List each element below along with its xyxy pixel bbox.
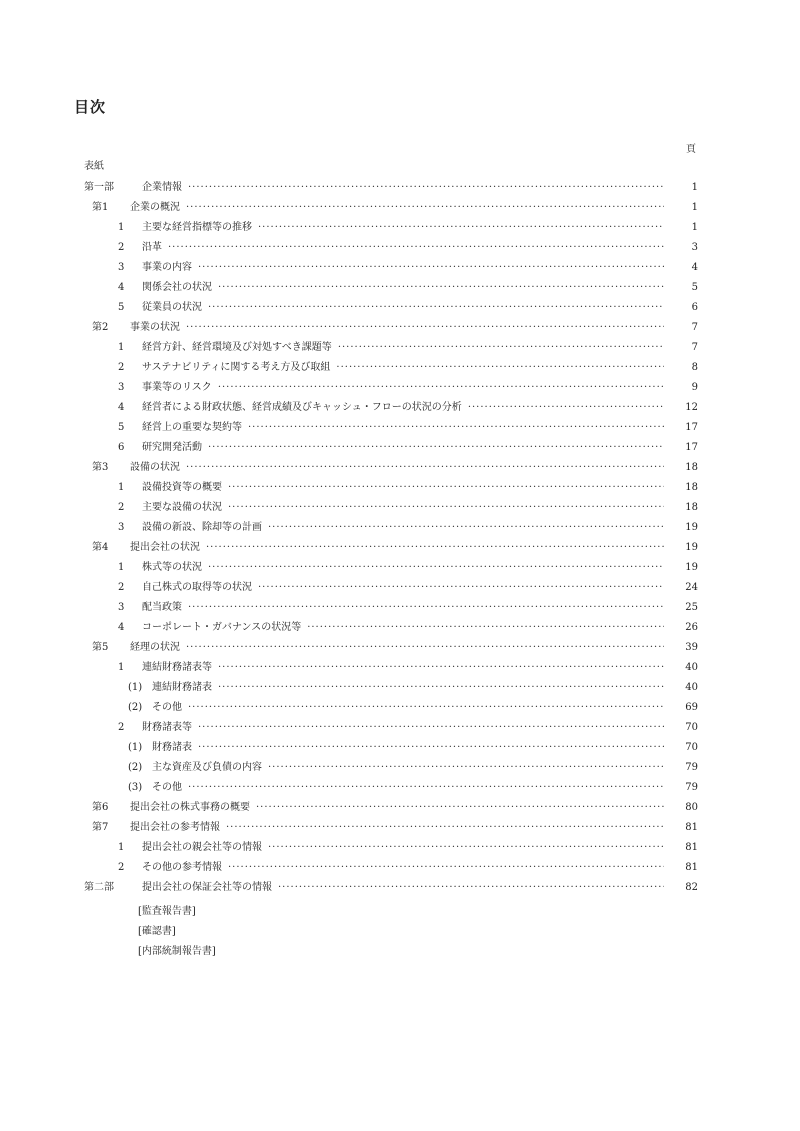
toc-leader-dots <box>278 878 664 898</box>
toc-entry-number: 第一部 <box>84 182 114 193</box>
toc-entry[interactable] <box>92 638 698 658</box>
toc-entry-number: 3 <box>118 262 125 273</box>
toc-entry-number: 1 <box>118 222 125 233</box>
toc-entry-page: 17 <box>685 422 698 433</box>
toc-leader-dots <box>338 338 664 358</box>
toc-entry-page: 3 <box>691 242 698 253</box>
toc-entry-number: 第6 <box>92 802 109 813</box>
toc-entry-page: 6 <box>691 302 698 313</box>
toc-entry[interactable] <box>118 398 698 418</box>
toc-leader-dots <box>228 478 664 498</box>
toc-entry-number: 5 <box>118 302 125 313</box>
toc-leader-dots <box>198 718 664 738</box>
toc-entry-number: 1 <box>118 562 125 573</box>
toc-entry-title: 財務諸表等 <box>142 722 192 733</box>
toc-entry-title: 提出会社の親会社等の情報 <box>142 842 262 853</box>
toc-appendix-internal-control-report: [内部統制報告書] <box>138 946 216 957</box>
toc-leader-dots <box>248 418 664 438</box>
toc-appendix-audit-report: [監査報告書] <box>138 906 196 917</box>
toc-entry[interactable] <box>118 518 698 538</box>
toc-leader-dots <box>218 658 664 678</box>
toc-entry-page: 24 <box>685 582 698 593</box>
toc-leader-dots <box>268 838 664 858</box>
toc-entry[interactable] <box>118 278 698 298</box>
toc-entry-title: 経理の状況 <box>130 642 180 653</box>
toc-entry-page: 39 <box>685 642 698 653</box>
toc-entry-page: 81 <box>685 822 698 833</box>
toc-entry[interactable] <box>118 618 698 638</box>
toc-entry-number: 6 <box>118 442 125 453</box>
toc-leader-dots <box>186 198 664 218</box>
toc-entry-page: 40 <box>685 662 698 673</box>
toc-leader-dots <box>186 638 664 658</box>
toc-entry[interactable] <box>118 358 698 378</box>
toc-entry-title: 従業員の状況 <box>142 302 202 313</box>
toc-entry-number: 2 <box>118 502 125 513</box>
toc-entry-number: 2 <box>118 582 125 593</box>
toc-entry[interactable] <box>118 258 698 278</box>
toc-entry-page: 81 <box>685 842 698 853</box>
toc-leader-dots <box>226 818 664 838</box>
toc-entry[interactable] <box>118 298 698 318</box>
toc-entry-number: (1) <box>128 742 143 753</box>
toc-leader-dots <box>188 778 664 798</box>
toc-entry-number: 3 <box>118 522 125 533</box>
toc-entry[interactable] <box>118 858 698 878</box>
toc-leader-dots <box>168 238 664 258</box>
toc-entry-title: その他の参考情報 <box>142 862 222 873</box>
toc-leader-dots <box>208 558 664 578</box>
toc-entry-page: 19 <box>685 542 698 553</box>
toc-entry-number: 3 <box>118 382 125 393</box>
toc-entry[interactable] <box>92 798 698 818</box>
toc-entry[interactable] <box>92 458 698 478</box>
toc-entry-title: コーポレート・ガバナンスの状況等 <box>142 622 302 633</box>
toc-leader-dots <box>218 678 664 698</box>
toc-entry-title: 沿革 <box>142 242 162 253</box>
toc-entry[interactable] <box>92 538 698 558</box>
page-title: 目次 <box>74 98 107 116</box>
toc-leader-dots <box>186 318 664 338</box>
toc-entry-page: 12 <box>685 402 698 413</box>
toc-entry-title: 事業の状況 <box>130 322 180 333</box>
toc-appendix-confirmation: [確認書] <box>138 926 176 937</box>
toc-entry-title: その他 <box>152 782 182 793</box>
toc-entry-number: 第5 <box>92 642 109 653</box>
toc-entry-number: 1 <box>118 482 125 493</box>
toc-entry[interactable] <box>118 718 698 738</box>
toc-entry-page: 1 <box>691 222 698 233</box>
toc-entry-title: 提出会社の保証会社等の情報 <box>142 882 272 893</box>
toc-entry-number: 第7 <box>92 822 109 833</box>
toc-entry-title: 連結財務諸表 <box>152 682 212 693</box>
toc-entry-page: 18 <box>685 482 698 493</box>
toc-entry-title: 設備の新設、除却等の計画 <box>142 522 262 533</box>
toc-entry-number: 2 <box>118 722 125 733</box>
toc-entry-title: 経営方針、経営環境及び対処すべき課題等 <box>142 342 332 353</box>
toc-entry-number: 第2 <box>92 322 109 333</box>
toc-entry-title: 主要な設備の状況 <box>142 502 222 513</box>
toc-entry-page: 5 <box>691 282 698 293</box>
toc-entry[interactable] <box>128 698 698 718</box>
toc-entry[interactable] <box>118 378 698 398</box>
toc-entry[interactable] <box>128 778 698 798</box>
toc-entry-number: 4 <box>118 402 125 413</box>
toc-entry[interactable] <box>128 738 698 758</box>
toc-leader-dots <box>268 518 664 538</box>
toc-entry[interactable] <box>118 218 698 238</box>
toc-leader-dots <box>198 738 664 758</box>
toc-entry[interactable] <box>118 238 698 258</box>
toc-entry-number: 2 <box>118 862 125 873</box>
toc-entry-page: 18 <box>685 462 698 473</box>
toc-entry[interactable] <box>118 498 698 518</box>
toc-leader-dots <box>186 458 664 478</box>
toc-entry-page: 80 <box>685 802 698 813</box>
toc-entry-title: 経営上の重要な契約等 <box>142 422 242 433</box>
toc-entry-page: 79 <box>685 762 698 773</box>
toc-leader-dots <box>336 358 664 378</box>
toc-entry[interactable] <box>118 558 698 578</box>
toc-entry-number: (3) <box>128 782 143 793</box>
toc-entry-page: 1 <box>691 202 698 213</box>
toc-leader-dots <box>198 258 664 278</box>
toc-leader-dots <box>208 298 664 318</box>
toc-entry-page: 81 <box>685 862 698 873</box>
toc-leader-dots <box>188 178 664 198</box>
toc-entry-title: サステナビリティに関する考え方及び取組 <box>142 362 331 373</box>
toc-entry-number: 1 <box>118 662 125 673</box>
toc-entry-title: 提出会社の参考情報 <box>130 822 220 833</box>
toc-entry-title: 企業情報 <box>142 182 182 193</box>
toc-leader-dots <box>256 798 664 818</box>
toc-entry-title: その他 <box>152 702 182 713</box>
toc-entry-number: 第3 <box>92 462 109 473</box>
toc-entry-title: 提出会社の株式事務の概要 <box>130 802 250 813</box>
toc-entry-page: 9 <box>691 382 698 393</box>
toc-entry-page: 26 <box>685 622 698 633</box>
toc-entry-title: 自己株式の取得等の状況 <box>142 582 252 593</box>
toc-entry-page: 70 <box>685 742 698 753</box>
toc-leader-dots <box>307 618 664 638</box>
toc-entry-title: 設備の状況 <box>130 462 180 473</box>
toc-entry-number: 1 <box>118 342 125 353</box>
toc-entry-title: 株式等の状況 <box>142 562 202 573</box>
toc-entry-title: 研究開発活動 <box>142 442 202 453</box>
toc-entry-title: 主な資産及び負債の内容 <box>152 762 262 773</box>
toc-entry-page: 79 <box>685 782 698 793</box>
toc-entry-title: 事業の内容 <box>142 262 192 273</box>
toc-entry-page: 18 <box>685 502 698 513</box>
toc-entry[interactable] <box>118 338 698 358</box>
toc-entry-title: 主要な経営指標等の推移 <box>142 222 252 233</box>
toc-entry-number: 第二部 <box>84 882 114 893</box>
toc-entry-title: 設備投資等の概要 <box>142 482 222 493</box>
toc-entry-page: 19 <box>685 562 698 573</box>
toc-leader-dots <box>228 858 664 878</box>
toc-entry-page: 17 <box>685 442 698 453</box>
toc-entry-page: 69 <box>685 702 698 713</box>
toc-entry-number: (1) <box>128 682 143 693</box>
toc-entry-title: 関係会社の状況 <box>142 282 212 293</box>
toc-entry[interactable] <box>118 478 698 498</box>
toc-entry-page: 1 <box>691 182 698 193</box>
toc-entry-number: 3 <box>118 602 125 613</box>
toc-entry-title: 企業の概況 <box>130 202 180 213</box>
toc-leader-dots <box>468 398 664 418</box>
toc-entry-number: (2) <box>128 702 143 713</box>
toc-entry[interactable] <box>118 438 698 458</box>
toc-entry[interactable] <box>84 878 698 898</box>
toc-leader-dots <box>218 378 664 398</box>
toc-entry-number: 2 <box>118 242 125 253</box>
toc-entry-title: 事業等のリスク <box>142 382 212 393</box>
toc-entry-page: 7 <box>691 342 698 353</box>
toc-entry-page: 8 <box>691 362 698 373</box>
toc-entry-page: 40 <box>685 682 698 693</box>
toc-entry-title: 提出会社の状況 <box>130 542 200 553</box>
toc-entry[interactable] <box>128 758 698 778</box>
toc-leader-dots <box>208 438 664 458</box>
toc-entry-title: 配当政策 <box>142 602 182 613</box>
toc-entry-number: 5 <box>118 422 125 433</box>
toc-entry[interactable] <box>118 578 698 598</box>
toc-entry[interactable] <box>92 818 698 838</box>
toc-leader-dots <box>206 538 664 558</box>
toc-entry[interactable] <box>92 198 698 218</box>
toc-leader-dots <box>258 218 664 238</box>
toc-entry[interactable] <box>84 178 698 198</box>
toc-entry-page: 82 <box>685 882 698 893</box>
toc-entry-page: 25 <box>685 602 698 613</box>
toc-entry[interactable] <box>118 418 698 438</box>
toc-leader-dots <box>218 278 664 298</box>
toc-entry-page: 70 <box>685 722 698 733</box>
toc-entry-number: 4 <box>118 282 125 293</box>
toc-entry-title: 財務諸表 <box>152 742 192 753</box>
toc-entry[interactable] <box>92 318 698 338</box>
toc-entry-number: 第4 <box>92 542 109 553</box>
toc-entry-title: 経営者による財政状態、経営成績及びキャッシュ・フローの状況の分析 <box>142 402 462 413</box>
toc-leader-dots <box>228 498 664 518</box>
toc-entry-number: 2 <box>118 362 125 373</box>
toc-entry-number: 4 <box>118 622 125 633</box>
toc-entry[interactable] <box>118 838 698 858</box>
toc-entry-number: (2) <box>128 762 143 773</box>
toc-entry-page: 4 <box>691 262 698 273</box>
toc-entry[interactable] <box>128 678 698 698</box>
toc-leader-dots <box>188 698 664 718</box>
toc-entry-number: 第1 <box>92 202 109 213</box>
toc-leader-dots <box>268 758 664 778</box>
toc-entry[interactable] <box>118 658 698 678</box>
toc-leader-dots <box>258 578 664 598</box>
toc-entry[interactable] <box>118 598 698 618</box>
toc-cover: 表紙 <box>84 161 104 172</box>
toc-entry-number: 1 <box>118 842 125 853</box>
toc-entry-page: 19 <box>685 522 698 533</box>
toc-leader-dots <box>188 598 664 618</box>
toc-entry-title: 連結財務諸表等 <box>142 662 212 673</box>
page-column-header: 頁 <box>686 144 696 155</box>
toc-entry-page: 7 <box>691 322 698 333</box>
